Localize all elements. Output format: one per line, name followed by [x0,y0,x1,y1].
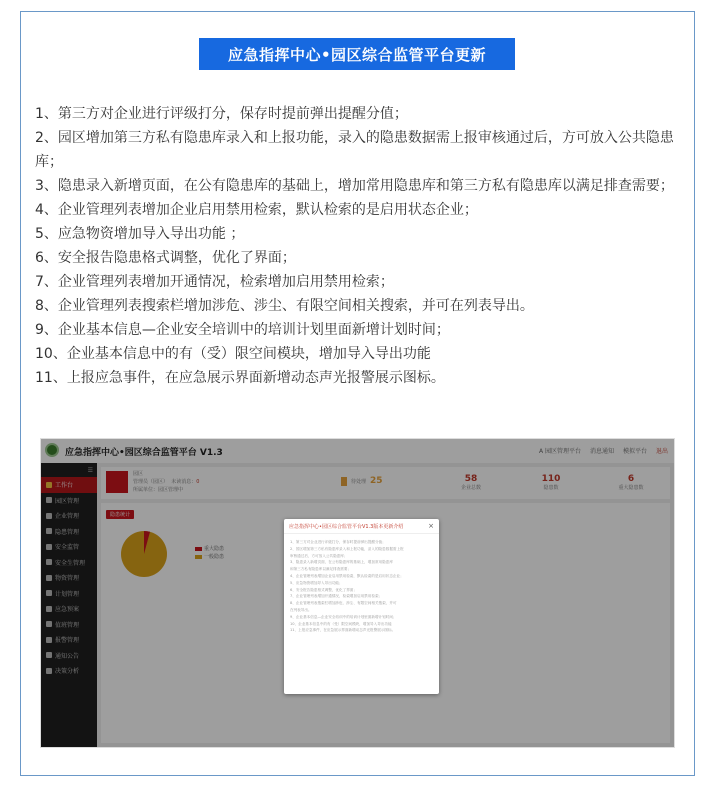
topbar-logout-link[interactable]: 退出 [655,448,668,455]
dialog-body [284,534,439,639]
stat-label: 隐患数 [543,485,559,491]
sidebar-item-label: 企业管理 [55,513,80,521]
legend-label: 一般隐患 [204,554,225,560]
topbar-simulation-link[interactable]: 模拟平台 [622,448,647,455]
dialog-title: 应急指挥中心•园区综合监管平台V1.3版本更新介绍 [289,523,404,530]
update-item: 3、隐患录入新增页面，在公有隐患库的基础上，增加常用隐患库和第三方私有隐患库以满足排查需要； [35,178,674,194]
update-item: 11、上报应急事件，在应急展示界面新增动态声光报警展示图标。 [35,370,445,386]
stat-value: 110 [541,474,561,484]
profile-unit: 所属单位：园区管理中 [133,487,184,493]
topbar-platform-link[interactable]: A 园区管理平台 [538,448,581,455]
dialog-line: 6、安全报告隐患格式调整，优化了界面； [290,587,357,592]
sidebar-item-label: 报警管理 [55,637,80,645]
dialog-line: 2、园区增加第三方私有隐患库录入和上报功能，录入的隐患数据需上报 [290,546,404,551]
panel-tag: 隐患统计 [106,510,134,519]
stat-label: 重大隐患数 [618,485,644,491]
profile-role: 管理员（园区） [133,479,169,485]
update-item: 5、应急物资增加导入导出功能 ； [35,226,245,242]
dialog-line: 9、企业基本信息—企业安全培训中的培训计划里面新增计划时间； [290,614,397,619]
update-item: 10、企业基本信息中的有（受）限空间模块，增加导入导出功能 [35,346,431,362]
dialog-header [284,519,439,534]
sidebar-item-label: 通知公告 [55,652,80,660]
dialog-line: 10、企业基本信息中的有（受）限空间模块，增加导入导出功能 [290,621,392,626]
topbar-notifications-link[interactable]: 消息通知 [589,448,614,455]
sidebar-item-label: 决策分析 [55,668,80,676]
menu-toggle-icon[interactable]: ☰ [87,466,93,474]
dialog-line: 5、应急物资增加导入导出功能； [290,580,343,585]
sidebar-item-label: 工作台 [55,482,74,490]
stat-label: 企业总数 [460,485,481,491]
dialog-line: 7、企业管理列表增加开通情况，检索增加启用禁用检索； [290,594,383,599]
pending-label: 待处理 [351,478,367,485]
close-icon[interactable]: × [428,522,434,530]
legend-label: 重大隐患 [204,546,225,552]
update-item: 9、企业基本信息—企业安全培训中的培训计划里面新增计划时间； [35,322,450,338]
update-item: 4、企业管理列表增加企业启用禁用检索，默认检索的是启用状态企业； [35,202,478,218]
sidebar-item-label: 物资管理 [55,575,80,583]
unread-count: 0 [196,479,200,485]
dialog-line: 8、企业管理列表搜索栏增加涉危、涉尘、有限空间相关搜索，并可 [290,601,397,606]
stat-value: 58 [464,474,478,484]
sidebar-item-label: 安全监管 [55,544,80,552]
sidebar-item-label: 隐患管理 [55,528,80,536]
update-item: 2、园区增加第三方私有隐患库录入和上报功能，录入的隐患数据需上报审核通过后，方可放入公共隐患库； [35,130,674,170]
dialog-line: 4、企业管理列表增加企业启用禁用检索，默认检索的是启用状态企业； [290,573,404,578]
dialog-line: 11、上报应急事件，在应急展示界面新增动态声光报警展示图标。 [290,628,396,633]
sidebar-item-label: 安全生管理 [55,559,86,567]
update-item: 8、企业管理列表搜索栏增加涉危、涉尘、有限空间相关搜索，并可在列表导出。 [35,298,534,314]
sidebar-item-label: 计划管理 [55,590,80,598]
dialog-line: 3、隐患录入新增页面，在公有隐患库的基础上，增加常用隐患库 [290,560,393,565]
profile-name: 园区 [133,471,144,477]
dialog-line: 在列表导出。 [290,607,312,612]
dialog-line: 1、第三方对企业进行评级打分，保存时提前弹出提醒分值； [290,540,386,544]
update-dialog [284,519,439,694]
sidebar-item-label: 园区管理 [55,497,80,505]
app-title: 应急指挥中心•园区综合监管平台 V1.3 [65,448,223,458]
update-item: 7、企业管理列表增加开通情况，检索增加启用禁用检索； [35,274,394,290]
update-title-banner: 应急指挥中心•园区综合监管平台更新 [199,38,515,70]
sidebar-item-label: 应急预案 [55,606,80,614]
pending-count: 25 [370,476,383,486]
update-notes-list [35,102,675,390]
dialog-line: 和第三方私有隐患库以满足排查需要； [290,567,352,572]
unread-label: 未读消息： [171,479,197,485]
dialog-line: 审核通过后，方可放入公共隐患库； [290,553,348,558]
stat-value: 6 [627,474,635,484]
platform-screenshot [40,438,675,748]
update-item: 1、第三方对企业进行评级打分，保存时提前弹出提醒分值； [35,106,408,122]
sidebar-item-label: 值班管理 [55,621,80,629]
update-item: 6、安全报告隐患格式调整，优化了界面； [35,250,296,266]
